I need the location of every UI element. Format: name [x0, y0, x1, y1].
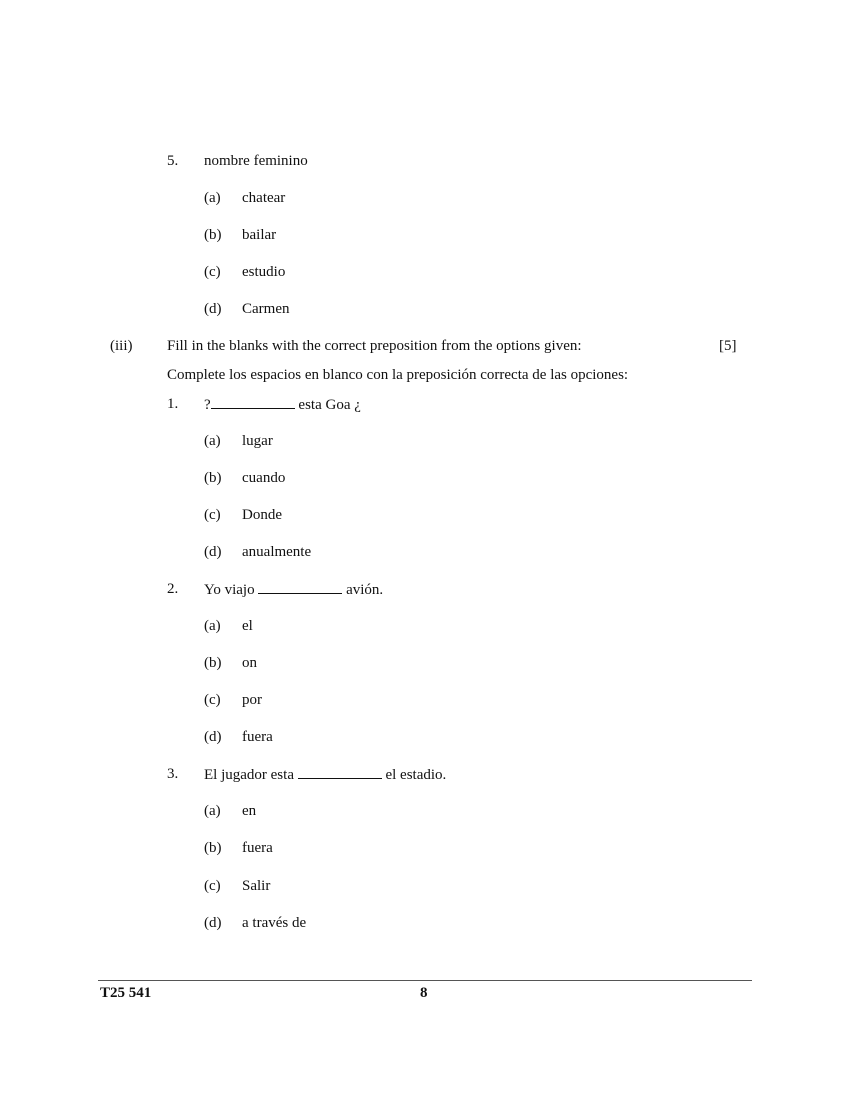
- q5-option-b-label: (b): [204, 227, 222, 243]
- q1-sentence: [204, 395, 361, 414]
- q1-option-c-label: (c): [204, 507, 221, 523]
- q2-option-c-text: por: [242, 692, 262, 708]
- section-iii-label: (iii): [110, 338, 133, 354]
- q5-option-d-text: Carmen: [242, 301, 290, 317]
- section-iii-instruction-en: Fill in the blanks with the correct preposition from the options given:: [167, 338, 582, 354]
- q1-blank: [211, 395, 295, 409]
- q3-sentence: [204, 765, 446, 784]
- q3-number: 3.: [167, 766, 179, 782]
- q3-sentence-before: El jugador esta: [204, 767, 298, 783]
- q1-option-a-text: lugar: [242, 433, 273, 449]
- page-number: 8: [420, 985, 428, 1001]
- q3-option-a-label: (a): [204, 803, 221, 819]
- q3-option-d-label: (d): [204, 915, 222, 931]
- q2-option-b-text: on: [242, 655, 257, 671]
- q1-number: 1.: [167, 396, 179, 412]
- q1-sentence-before: ?: [204, 397, 211, 413]
- q5-option-d-label: (d): [204, 301, 222, 317]
- q2-sentence-after: avión.: [342, 582, 384, 598]
- q3-option-b-label: (b): [204, 840, 222, 856]
- q2-option-b-label: (b): [204, 655, 222, 671]
- footer-rule: [98, 980, 752, 981]
- q3-sentence-after: el estadio.: [381, 767, 447, 783]
- q3-option-d-text: a través de: [242, 915, 307, 931]
- q5-option-c-text: estudio: [242, 264, 286, 280]
- q1-option-d-text: anualmente: [242, 544, 312, 560]
- q1-option-d-label: (d): [204, 544, 222, 560]
- q2-blank: [258, 580, 342, 594]
- q3-option-a-text: en: [242, 803, 257, 819]
- q2-option-c-label: (c): [204, 692, 221, 708]
- q2-option-a-text: el: [242, 618, 253, 634]
- footer-code: T25 541: [100, 985, 152, 1001]
- q5-prompt: nombre feminino: [204, 153, 308, 169]
- q3-option-b-text: fuera: [242, 840, 273, 856]
- q1-option-c-text: Donde: [242, 507, 282, 523]
- q5-option-a-label: (a): [204, 190, 221, 206]
- q1-option-b-label: (b): [204, 470, 222, 486]
- q3-blank: [298, 765, 382, 779]
- q5-option-c-label: (c): [204, 264, 221, 280]
- section-iii-instruction-es: Complete los espacios en blanco con la preposición correcta de las opciones:: [167, 367, 629, 383]
- q3-option-c-text: Salir: [242, 878, 271, 894]
- q2-sentence-before: Yo viajo: [204, 582, 259, 598]
- section-iii-marks: [5]: [719, 338, 737, 354]
- q2-option-d-text: fuera: [242, 729, 273, 745]
- q5-option-a-text: chatear: [242, 190, 286, 206]
- q2-option-a-label: (a): [204, 618, 221, 634]
- q1-option-b-text: cuando: [242, 470, 286, 486]
- q3-option-c-label: (c): [204, 878, 221, 894]
- q5-number: 5.: [167, 153, 179, 169]
- q1-sentence-after: esta Goa ¿: [294, 397, 361, 413]
- q2-option-d-label: (d): [204, 729, 222, 745]
- q2-number: 2.: [167, 581, 179, 597]
- q1-option-a-label: (a): [204, 433, 221, 449]
- q5-option-b-text: bailar: [242, 227, 277, 243]
- q2-sentence: [204, 580, 383, 599]
